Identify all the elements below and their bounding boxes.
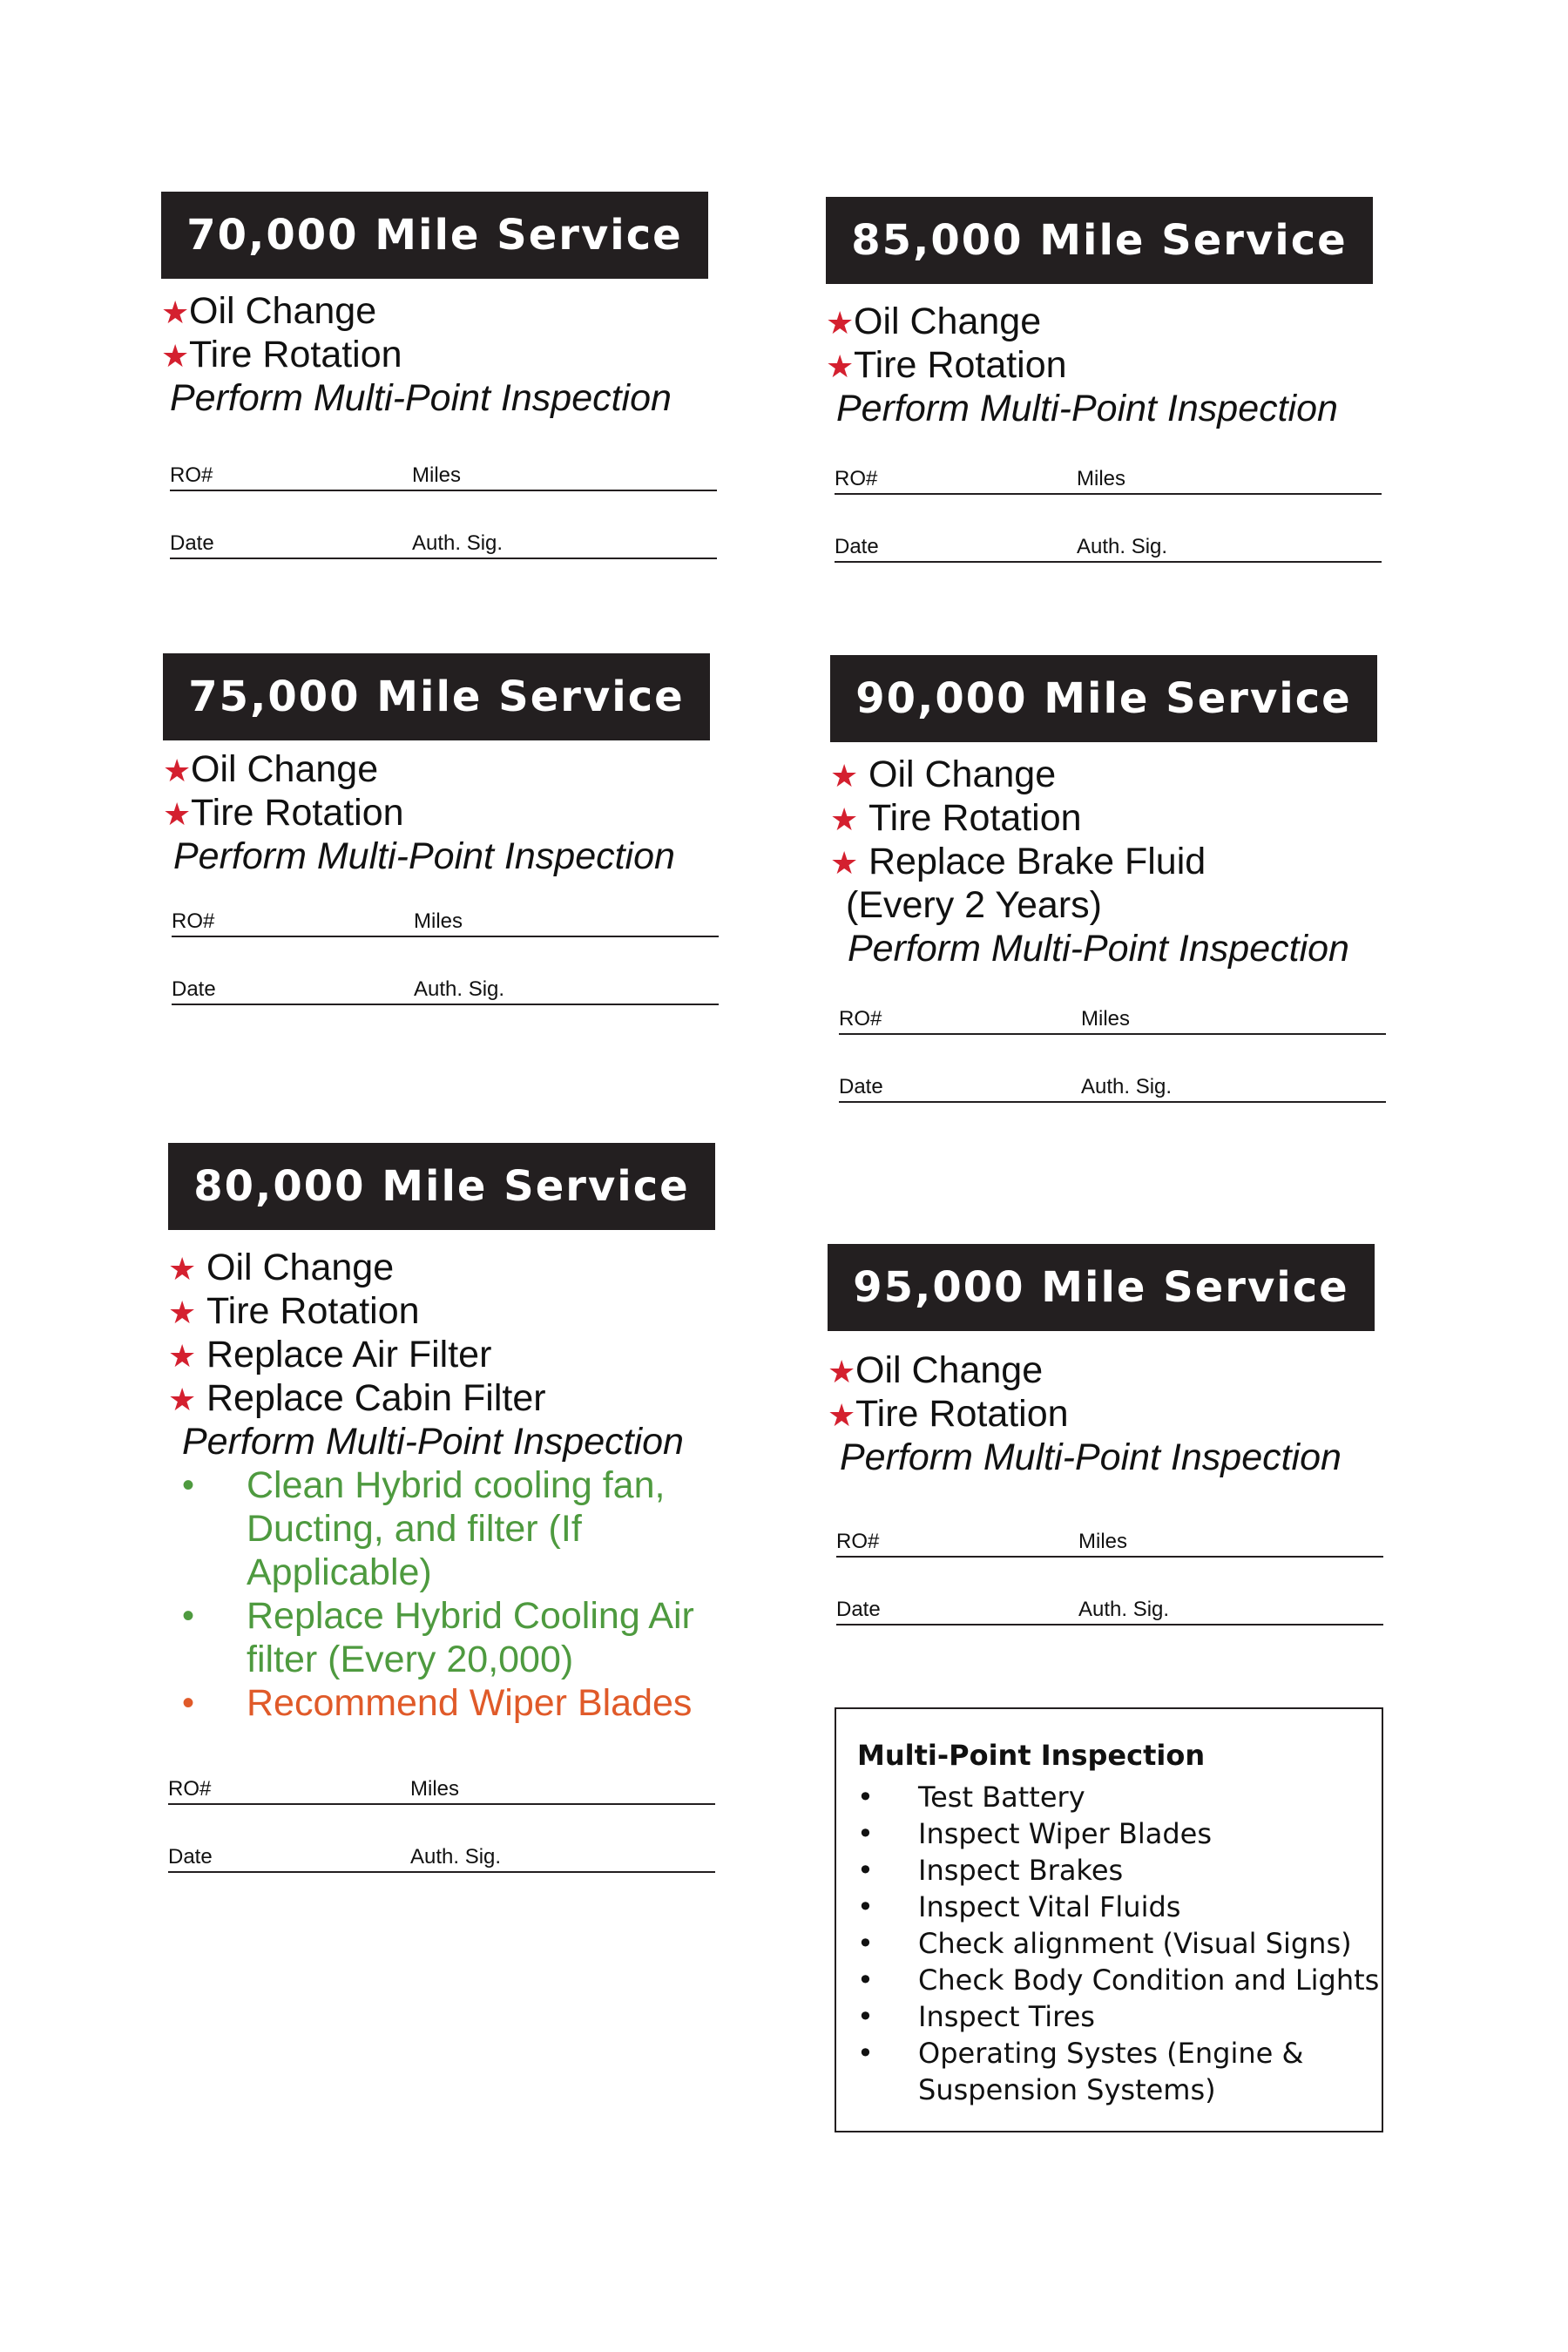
red-star-icon: ★: [830, 758, 859, 794]
auth-sig-label: Auth. Sig.: [1081, 1075, 1173, 1098]
service-item-tire-rotation: [168, 1289, 420, 1335]
date-label: Date: [836, 1598, 881, 1621]
service-item-tire-rotation: [828, 1392, 1069, 1437]
red-star-icon: ★: [163, 753, 192, 788]
service-item-cabin-filter: [168, 1376, 546, 1422]
perform-inspection-text: Perform Multi-Point Inspection: [836, 388, 1338, 429]
bullet-icon: •: [857, 2037, 874, 2070]
ro-label: RO#: [839, 1007, 882, 1031]
auth-sig-label: Auth. Sig.: [414, 977, 505, 1001]
red-star-icon: ★: [161, 338, 190, 374]
red-star-icon: ★: [828, 1354, 856, 1389]
card-title: 95,000 Mile Service: [828, 1244, 1375, 1331]
mpi-item-label: Check Body Condition and Lights: [918, 1963, 1380, 1997]
card-title: 70,000 Mile Service: [161, 192, 708, 279]
red-star-icon: ★: [826, 305, 855, 341]
ro-label: RO#: [168, 1777, 212, 1801]
bullet-icon: •: [857, 2000, 874, 2033]
mpi-item: [857, 1852, 1123, 1889]
mpi-item: [857, 2035, 1303, 2072]
ro-miles-row: [172, 904, 719, 937]
service-item-tire-rotation: [826, 343, 1067, 389]
miles-label: Miles: [414, 909, 463, 933]
perform-inspection-text: Perform Multi-Point Inspection: [840, 1436, 1342, 1478]
service-item-oil-change: [826, 300, 1041, 345]
hybrid-fan-line-2: Ducting, and filter (If: [247, 1508, 582, 1550]
mpi-item-continuation: Suspension Systems): [918, 2073, 1216, 2106]
service-item-tire-rotation: [830, 796, 1082, 841]
date-label: Date: [172, 977, 216, 1001]
service-card-75000: [163, 653, 729, 1019]
perform-inspection-text: Perform Multi-Point Inspection: [170, 377, 672, 419]
mpi-item-label: Operating Systes (Engine &: [918, 2037, 1304, 2070]
service-card-80000: [168, 1143, 734, 1883]
card-title: 75,000 Mile Service: [163, 653, 710, 740]
service-item-oil-change: [830, 753, 1056, 798]
mpi-item: [857, 1815, 1212, 1852]
service-item-tire-rotation: [163, 791, 404, 836]
multi-point-inspection-box: [835, 1707, 1383, 2132]
hybrid-air-filter-line-2: filter (Every 20,000): [247, 1639, 574, 1680]
ro-miles-row: [170, 458, 717, 491]
date-sig-row: [170, 526, 717, 559]
wiper-blades-recommendation: Recommend Wiper Blades: [247, 1682, 693, 1724]
bullet-icon: •: [857, 1890, 874, 1923]
date-label: Date: [835, 535, 879, 558]
mpi-item-label: Inspect Vital Fluids: [918, 1890, 1181, 1923]
green-bullet-icon: •: [182, 1466, 195, 1504]
item-label: Oil Change: [206, 1247, 395, 1288]
ro-label: RO#: [170, 463, 213, 487]
item-label: Oil Change: [868, 754, 1057, 795]
bullet-icon: •: [857, 1854, 874, 1887]
date-sig-row: [839, 1070, 1386, 1103]
orange-bullet-icon: •: [182, 1684, 195, 1722]
auth-sig-label: Auth. Sig.: [412, 531, 504, 555]
item-label: Oil Change: [189, 290, 377, 332]
bullet-icon: •: [857, 1781, 874, 1814]
mpi-title: Multi-Point Inspection: [857, 1739, 1206, 1772]
bullet-icon: •: [857, 1817, 874, 1850]
item-label: Tire Rotation: [854, 344, 1067, 386]
date-sig-row: [835, 530, 1382, 563]
mpi-item-label: Test Battery: [918, 1781, 1085, 1814]
ro-label: RO#: [835, 467, 878, 490]
miles-label: Miles: [412, 463, 462, 487]
auth-sig-label: Auth. Sig.: [1078, 1598, 1170, 1621]
auth-sig-label: Auth. Sig.: [410, 1845, 502, 1869]
item-label: Tire Rotation: [855, 1393, 1069, 1435]
item-label: Replace Air Filter: [206, 1334, 492, 1375]
date-label: Date: [168, 1845, 213, 1869]
service-item-oil-change: [168, 1246, 394, 1291]
date-label: Date: [839, 1075, 883, 1098]
mpi-item: [857, 1889, 1180, 1925]
red-star-icon: ★: [828, 1397, 856, 1433]
red-star-icon: ★: [161, 294, 190, 330]
mpi-item-label: Inspect Wiper Blades: [918, 1817, 1212, 1850]
mpi-item-label: Check alignment (Visual Signs): [918, 1927, 1352, 1960]
bullet-icon: •: [857, 1927, 874, 1960]
date-sig-row: [836, 1592, 1383, 1625]
hybrid-fan-line-1: Clean Hybrid cooling fan,: [247, 1464, 666, 1506]
item-label: Tire Rotation: [206, 1290, 420, 1332]
item-label: Oil Change: [191, 748, 379, 790]
service-item-tire-rotation: [161, 333, 402, 378]
red-star-icon: ★: [168, 1251, 197, 1287]
service-card-95000: [828, 1244, 1394, 1636]
service-item-air-filter: [168, 1333, 491, 1378]
card-title: 90,000 Mile Service: [830, 655, 1377, 742]
mpi-item: [857, 1962, 1379, 1998]
service-card-85000: [826, 197, 1392, 563]
item-label: Replace Brake Fluid: [868, 841, 1206, 882]
brake-fluid-interval-note: (Every 2 Years): [846, 884, 1102, 926]
date-label: Date: [170, 531, 214, 555]
ro-label: RO#: [172, 909, 215, 933]
miles-label: Miles: [1077, 467, 1126, 490]
ro-label: RO#: [836, 1530, 880, 1553]
service-item-oil-change: [161, 289, 376, 335]
ro-miles-row: [168, 1772, 715, 1805]
red-star-icon: ★: [830, 845, 859, 881]
hybrid-fan-line-3: Applicable): [247, 1551, 432, 1593]
item-label: Tire Rotation: [191, 792, 404, 834]
service-item-brake-fluid: [830, 840, 1206, 885]
perform-inspection-text: Perform Multi-Point Inspection: [848, 928, 1349, 970]
red-star-icon: ★: [830, 801, 859, 837]
red-star-icon: ★: [168, 1294, 197, 1330]
service-card-90000: [830, 655, 1396, 1108]
auth-sig-label: Auth. Sig.: [1077, 535, 1168, 558]
perform-inspection-text: Perform Multi-Point Inspection: [182, 1421, 684, 1463]
ro-miles-row: [835, 462, 1382, 495]
red-star-icon: ★: [163, 796, 192, 832]
mpi-item: [857, 1925, 1352, 1962]
red-star-icon: ★: [168, 1382, 197, 1417]
card-title: 85,000 Mile Service: [826, 197, 1373, 284]
item-label: Tire Rotation: [189, 334, 402, 375]
green-bullet-icon: •: [182, 1597, 195, 1635]
mpi-item-label: Inspect Brakes: [918, 1854, 1124, 1887]
miles-label: Miles: [1078, 1530, 1128, 1553]
mpi-item: [857, 1779, 1085, 1815]
service-item-oil-change: [163, 747, 378, 793]
miles-label: Miles: [1081, 1007, 1131, 1031]
card-title: 80,000 Mile Service: [168, 1143, 715, 1230]
ro-miles-row: [836, 1524, 1383, 1558]
perform-inspection-text: Perform Multi-Point Inspection: [173, 835, 675, 877]
item-label: Oil Change: [855, 1349, 1044, 1391]
service-item-oil-change: [828, 1348, 1043, 1394]
item-label: Oil Change: [854, 301, 1042, 342]
item-label: Replace Cabin Filter: [206, 1377, 546, 1419]
mpi-item-label: Inspect Tires: [918, 2000, 1095, 2033]
date-sig-row: [168, 1840, 715, 1873]
hybrid-air-filter-line-1: Replace Hybrid Cooling Air: [247, 1595, 694, 1637]
miles-label: Miles: [410, 1777, 460, 1801]
item-label: Tire Rotation: [868, 797, 1082, 839]
service-card-70000: [161, 192, 727, 558]
red-star-icon: ★: [168, 1338, 197, 1374]
red-star-icon: ★: [826, 348, 855, 384]
bullet-icon: •: [857, 1963, 874, 1997]
date-sig-row: [172, 972, 719, 1005]
ro-miles-row: [839, 1002, 1386, 1035]
mpi-item: [857, 1998, 1095, 2035]
